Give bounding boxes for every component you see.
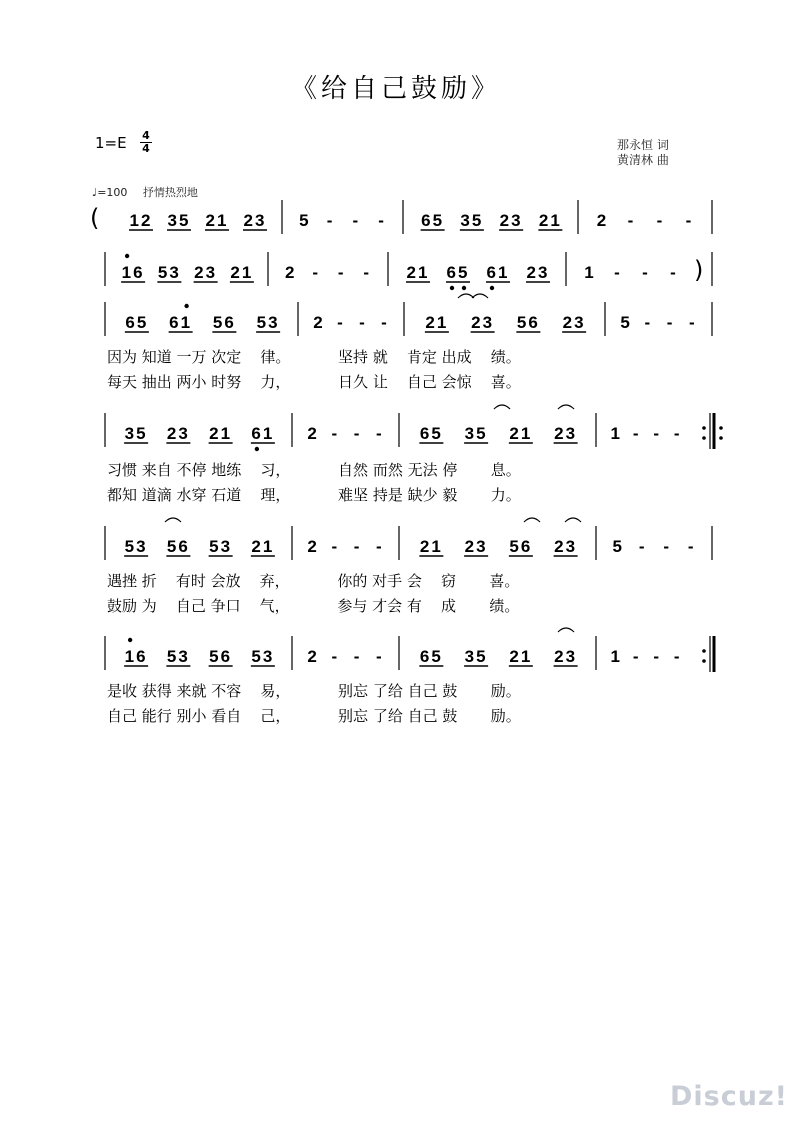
lyric-row6-verse1: 是收 获得 来就 不容 易， 别忘 了给 自己 鼓 励。: [107, 682, 521, 700]
note-group: 23: [526, 263, 550, 282]
note-group: -: [326, 211, 335, 230]
note-group: -: [378, 211, 386, 230]
note-group: 23: [562, 313, 586, 332]
note-group: -: [376, 424, 384, 443]
note-group: 56: [509, 537, 533, 556]
note-group: 53: [124, 537, 148, 556]
note-group: 21: [205, 211, 229, 230]
note-group: 21: [509, 647, 533, 666]
song-title: 《给自己鼓励》: [290, 74, 501, 104]
note-group: 65: [446, 263, 470, 282]
note-group: 1: [610, 424, 622, 443]
note-group: 21: [425, 313, 449, 332]
note-group: -: [353, 537, 362, 556]
note-group: 23: [554, 424, 578, 443]
note-group: -: [653, 647, 662, 666]
slur-mark: [472, 294, 488, 298]
note-group: 65: [421, 211, 445, 230]
note-group: 56: [212, 313, 236, 332]
note-group: -: [337, 263, 346, 282]
high-octave-dot: [184, 304, 188, 308]
note-group: 1: [610, 647, 622, 666]
lyric-row5-verse1: 遇挫 折 有时 会放 弃， 你的 对手 会 窃 喜。: [107, 572, 520, 590]
note-group: -: [687, 537, 696, 556]
repeat-dot: [702, 649, 706, 653]
note-group: 56: [516, 313, 540, 332]
note-group: 2: [313, 313, 325, 332]
lyric-row6-verse2: 自己 能行 别小 看自 己， 别忘 了给 自己 鼓 励。: [107, 707, 521, 725]
note-group: -: [614, 263, 622, 282]
note-group: -: [331, 647, 340, 666]
note-group: -: [376, 537, 384, 556]
note-group: 53: [157, 263, 181, 282]
high-octave-dot: [128, 638, 132, 642]
note-group: 35: [124, 424, 148, 443]
lyric-row5-verse2: 鼓励 为 自己 争口 气， 参与 才会 有 成 绩。: [107, 597, 520, 615]
note-group: 21: [538, 211, 562, 230]
note-group: 2: [307, 537, 319, 556]
note-group: 21: [230, 263, 254, 282]
repeat-dot: [719, 426, 723, 430]
note-group: 23: [464, 537, 488, 556]
note-group: 56: [166, 537, 190, 556]
note-group: -: [331, 537, 340, 556]
repeat-dot: [702, 436, 706, 440]
lyric-row4-verse1: 习惯 来自 不停 地练 习， 自然 而然 无法 停 息。: [107, 461, 521, 479]
note-group: 16: [121, 263, 145, 282]
note-group: -: [663, 537, 672, 556]
open-paren: (: [90, 204, 100, 232]
note-group: 23: [194, 263, 218, 282]
lyric-row3-verse1: 因为 知道 一万 次定 律。 坚持 就 肯定 出成 绩。: [107, 348, 521, 366]
note-group: -: [353, 647, 362, 666]
note-group: 23: [499, 211, 523, 230]
note-group: 21: [406, 263, 430, 282]
slur-mark: [165, 518, 181, 522]
slur-mark: [494, 405, 510, 409]
note-group: 56: [209, 647, 233, 666]
low-octave-dot: [462, 286, 466, 290]
note-group: -: [642, 263, 650, 282]
note-group: -: [312, 263, 321, 282]
note-group: -: [381, 313, 389, 332]
note-group: 21: [251, 537, 275, 556]
note-group: 61: [486, 263, 510, 282]
low-octave-dot: [490, 286, 494, 290]
note-group: 65: [419, 647, 443, 666]
note-group: -: [363, 263, 372, 282]
note-group: -: [627, 211, 636, 230]
note-group: -: [685, 211, 694, 230]
note-group: 53: [256, 313, 280, 332]
time-signature-bottom: 4: [140, 142, 152, 155]
note-group: 1: [584, 263, 596, 282]
note-group: 16: [124, 647, 148, 666]
key-signature: 1=E: [95, 134, 127, 152]
note-group: 2: [307, 424, 319, 443]
note-group: 5: [612, 537, 624, 556]
note-group: -: [656, 211, 665, 230]
tempo-value: ♩=100: [92, 186, 128, 199]
note-group: 21: [209, 424, 233, 443]
note-group: -: [644, 313, 653, 332]
note-group: 53: [209, 537, 233, 556]
note-group: 23: [166, 424, 190, 443]
lyric-row3-verse2: 每天 抽出 两小 时努 力， 日久 让 自己 会惊 喜。: [107, 373, 521, 391]
note-group: -: [666, 313, 675, 332]
repeat-dot: [702, 659, 706, 663]
expression-marking: 抒情热烈地: [142, 186, 198, 199]
lyricist: 那永恒 词: [617, 138, 669, 152]
note-group: 5: [299, 211, 311, 230]
repeat-dot: [702, 426, 706, 430]
note-group: 35: [464, 647, 488, 666]
note-group: 2: [596, 211, 609, 230]
note-group: 23: [471, 313, 495, 332]
low-octave-dot: [450, 286, 454, 290]
note-group: -: [670, 263, 678, 282]
high-octave-dot: [125, 254, 129, 258]
note-group: 61: [251, 424, 275, 443]
slur-mark: [524, 518, 540, 522]
note-group: 21: [509, 424, 533, 443]
note-group: -: [638, 537, 647, 556]
note-group: -: [653, 424, 662, 443]
slur-mark: [565, 518, 581, 522]
note-group: -: [632, 647, 641, 666]
repeat-dot: [719, 436, 723, 440]
slur-mark: [558, 405, 574, 409]
note-group: 21: [419, 537, 443, 556]
note-group: 23: [554, 537, 578, 556]
note-group: -: [359, 313, 367, 332]
slur-mark: [458, 294, 474, 298]
note-group: -: [331, 424, 340, 443]
slur-mark: [558, 628, 574, 632]
note-group: 53: [251, 647, 275, 666]
watermark-logo: Discuz!: [670, 1081, 788, 1112]
note-group: 65: [125, 313, 149, 332]
low-octave-dot: [255, 447, 259, 451]
note-group: 35: [167, 211, 191, 230]
close-paren: ): [694, 256, 704, 284]
note-group: 23: [243, 211, 267, 230]
note-group: -: [673, 647, 682, 666]
note-group: 5: [620, 313, 632, 332]
note-group: 61: [169, 313, 193, 332]
note-group: -: [337, 313, 345, 332]
note-group: 23: [554, 647, 578, 666]
note-group: -: [632, 424, 641, 443]
note-group: 35: [460, 211, 484, 230]
note-group: 53: [166, 647, 190, 666]
note-group: 12: [129, 211, 153, 230]
note-group: 35: [464, 424, 488, 443]
time-signature-top: 4: [142, 129, 150, 142]
composer: 黄清林 曲: [617, 153, 669, 167]
note-group: 2: [307, 647, 319, 666]
note-group: -: [353, 424, 362, 443]
note-group: -: [689, 313, 697, 332]
lyric-row4-verse2: 都知 道滴 水穿 石道 理， 难坚 持是 缺少 毅 力。: [107, 486, 521, 504]
note-group: 2: [285, 263, 297, 282]
note-group: -: [376, 647, 384, 666]
note-group: -: [673, 424, 682, 443]
note-group: 65: [419, 424, 443, 443]
note-group: -: [352, 211, 361, 230]
